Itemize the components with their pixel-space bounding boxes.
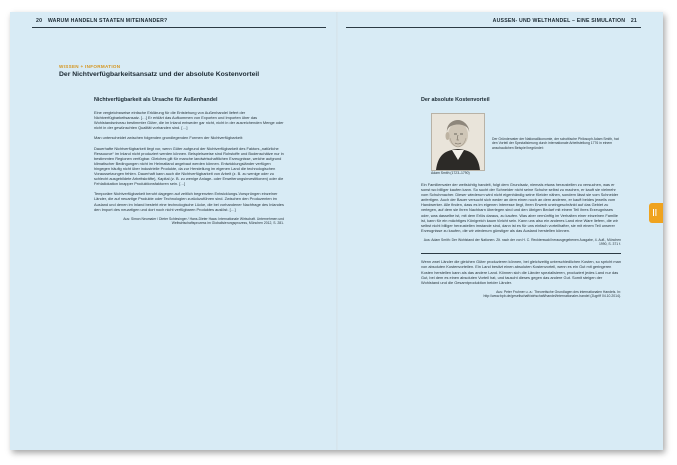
- chapter-tab: [649, 203, 663, 223]
- right-running-header: [493, 18, 641, 24]
- right-column-heading: Der absolute Kostenvorteil: [421, 97, 490, 103]
- left-paragraph-1: Eine vergleichsweise einfache Erklärung für die Entstehung von Außenhandel liefert der Nichtverfügbarkeitsansatz. […] Er erklärt das Aufkommen von Exporten und Importen über das Wohlstandsniveau bestimmter Güter, die im Inland entweder gar nicht, nicht in der ausreichenden Menge oder nicht in der gewünschten Qualität vorhanden sind. […]: [94, 110, 284, 131]
- right-page-number: 21: [630, 18, 637, 24]
- left-paragraph-4: Temporäre Nichtverfügbarkeit beruht dagegen auf zeitlich begrenzten Entwicklungs-Vorsprüngen einzelner Länder, die auf neuartige Produkte oder Technologien zurückzuführen sind. Zwischen den Produzenten im Ausland und denen im Inland besteht eine technologische Lücke, die bei vorhandener Nachfrage des Inlandes den Import des neuartigen und dort noch nicht verfügbaren Produktes auslöst. […]: [94, 191, 284, 212]
- left-page-number: 20: [36, 18, 43, 24]
- adam-smith-portrait: [431, 113, 485, 171]
- magazine-spread: [10, 12, 663, 450]
- right-text-column: [421, 182, 621, 299]
- left-paragraph-2: Man unterscheidet zwischen folgenden grundlegenden Formen der Nichtverfügbarkeit:: [94, 135, 244, 141]
- divider-rule: [421, 253, 621, 254]
- summary-paragraph: Wenn zwei Länder die gleichen Güter produzieren können, bei gleichzeitig unterschiedlichen Kosten, so spricht man von absoluten Kostenvorteilen. Ein Land besitzt einen absoluten Kostenvorteil, wenn es ein Gut mit geringeren Kosten herstellen kann als das andere Land. Können sich die Länder spezialisieren, produziert jedes Land nur das Gut, bei dem es einen absoluten Vorteil hat, und tauscht dieses gegen das andere Gut. Somit steigen der Wohlstand und die Gesamtproduktion beider Länder.: [421, 259, 621, 285]
- left-paragraph-3: Dauerhafte Nichtverfügbarkeit liegt vor, wenn Güter aufgrund der Nichtverfügbarkeit des Faktors „natürliche Ressource“ im Inland nicht produziert werden können. Beispielsweise sind Rohstoffe und Bodenschätze nur in bestimmten Regionen verfügbar. Gleiches gilt für manche landwirtschaftlichen Erzeugnisse, welche aufgrund klimatischer Bedingungen nicht im Heimatland angebaut werden können. Entwicklungsländer verfügen hingegen häufig nicht über industrielle Produkte, da zur Herstellung im eigenen Land die technologischen Voraussetzungen fehlen. Dauerhaft kann auch die Nichtverfügbarkeit von Arbeit (z. B. zu wenige oder zu schlecht ausgebildete Arbeitskräfte), Kapital (z. B. zu wenige Anlage- oder Erweiterungsinvestitionen) oder die Fehlallokation knapper Produktionsfaktoren sein. […]: [94, 145, 284, 187]
- section-title: Der Nichtverfügbarkeitsansatz und der absolute Kostenvorteil: [59, 71, 260, 78]
- section-kicker: WISSEN + INFORMATION: [59, 64, 121, 69]
- portrait-engraving-icon: [432, 114, 484, 170]
- summary-source-note: Aus: Peter Fruhner u. a.: Theoretische Grundlagen des internationalen Handels. In: http://www.bpb.de/gesellschaft/wirtschaft/handel/internationaler-handel (Zugriff 04.10.2014).: [483, 289, 621, 299]
- left-running-title: WARUM HANDELN STAATEN MITEINANDER?: [47, 18, 168, 24]
- page-gutter: [336, 12, 338, 450]
- portrait-caption: Der Gründervater der Nationalökonomie, der schottische Philosoph Adam Smith, hat den Vorteil der Spezialisierung durch internationale Arbeitsteilung 1776 in einem anschaulichen Beispiel begründet:: [492, 137, 619, 150]
- portrait-label: Adam Smith (1723–1790): [431, 171, 470, 175]
- adam-smith-quote: Ein Familienvater der weitsichtig handelt, folgt dem Grundsatz, niemals etwas herzustellen zu versuchen, was er sonst wo billiger kaufen kann. So sucht der Schneider nicht seine Schuhe selbst zu machen, er kauft sie vielmehr vom Schuhmacher. Dieser wiederum wird nicht eigenhändig seine Kleider nähen, sondern lässt sie vom Schneider anfertigen. Auch der Bauer versucht sich weder an dem einen noch an dem anderen, er kauft beides jeweils vom Handwerker. Alle finden, dass es im eigenen Interesse liegt, ihren Erwerb uneingeschränkt auf das Gebiet zu verlegen, auf dem sie ihren Nachbarn überlegen sind und den übrigen Bedarf mit einem Teil ihres Erzeugnisses oder, was dasselbe ist, mit dem Erlös daraus, zu kaufen. Was aber vernünftig im Verhalten einer einzelnen Familie ist, kann für ein mächtiges Königreich kaum töricht sein. Kann uns also ein anderes Land eine Ware liefern, die wir selbst nicht billiger herzustellen imstande sind, dann ist es für uns einfach vorteilhafter, sie mit einem Teil unserer Erzeugnisse zu kaufen, die wir wiederum günstiger als das Ausland herstellen können.: [421, 182, 619, 233]
- quote-source-note: Aus: Adam Smith: Der Wohlstand der Nationen. Zit. nach der von H. C. Recktenwald herausgegebenen Ausgabe, 4. Aufl., München 1990, S. 371 f.: [423, 237, 621, 247]
- right-header-rule: [346, 27, 641, 28]
- left-text-column: [94, 98, 284, 226]
- left-running-header: [32, 18, 167, 24]
- right-running-title: AUSSEN- UND WELTHANDEL – EINE SIMULATION: [492, 18, 626, 24]
- left-column-heading: Nichtverfügbarkeit als Ursache für Außenhandel: [94, 97, 218, 103]
- right-column-header: [421, 98, 621, 110]
- chapter-tab-mark-icon: [653, 209, 654, 216]
- left-header-rule: [32, 27, 326, 28]
- left-source-note: Aus: Simon Neumaier / Dieter Schlesinger / Hans-Dieter Haas: Internationale Wirtschaft. Unternehmen und Weltwirtschaftsprozess im Globalisierungsprozess, München 2012, S. 281.: [123, 216, 284, 226]
